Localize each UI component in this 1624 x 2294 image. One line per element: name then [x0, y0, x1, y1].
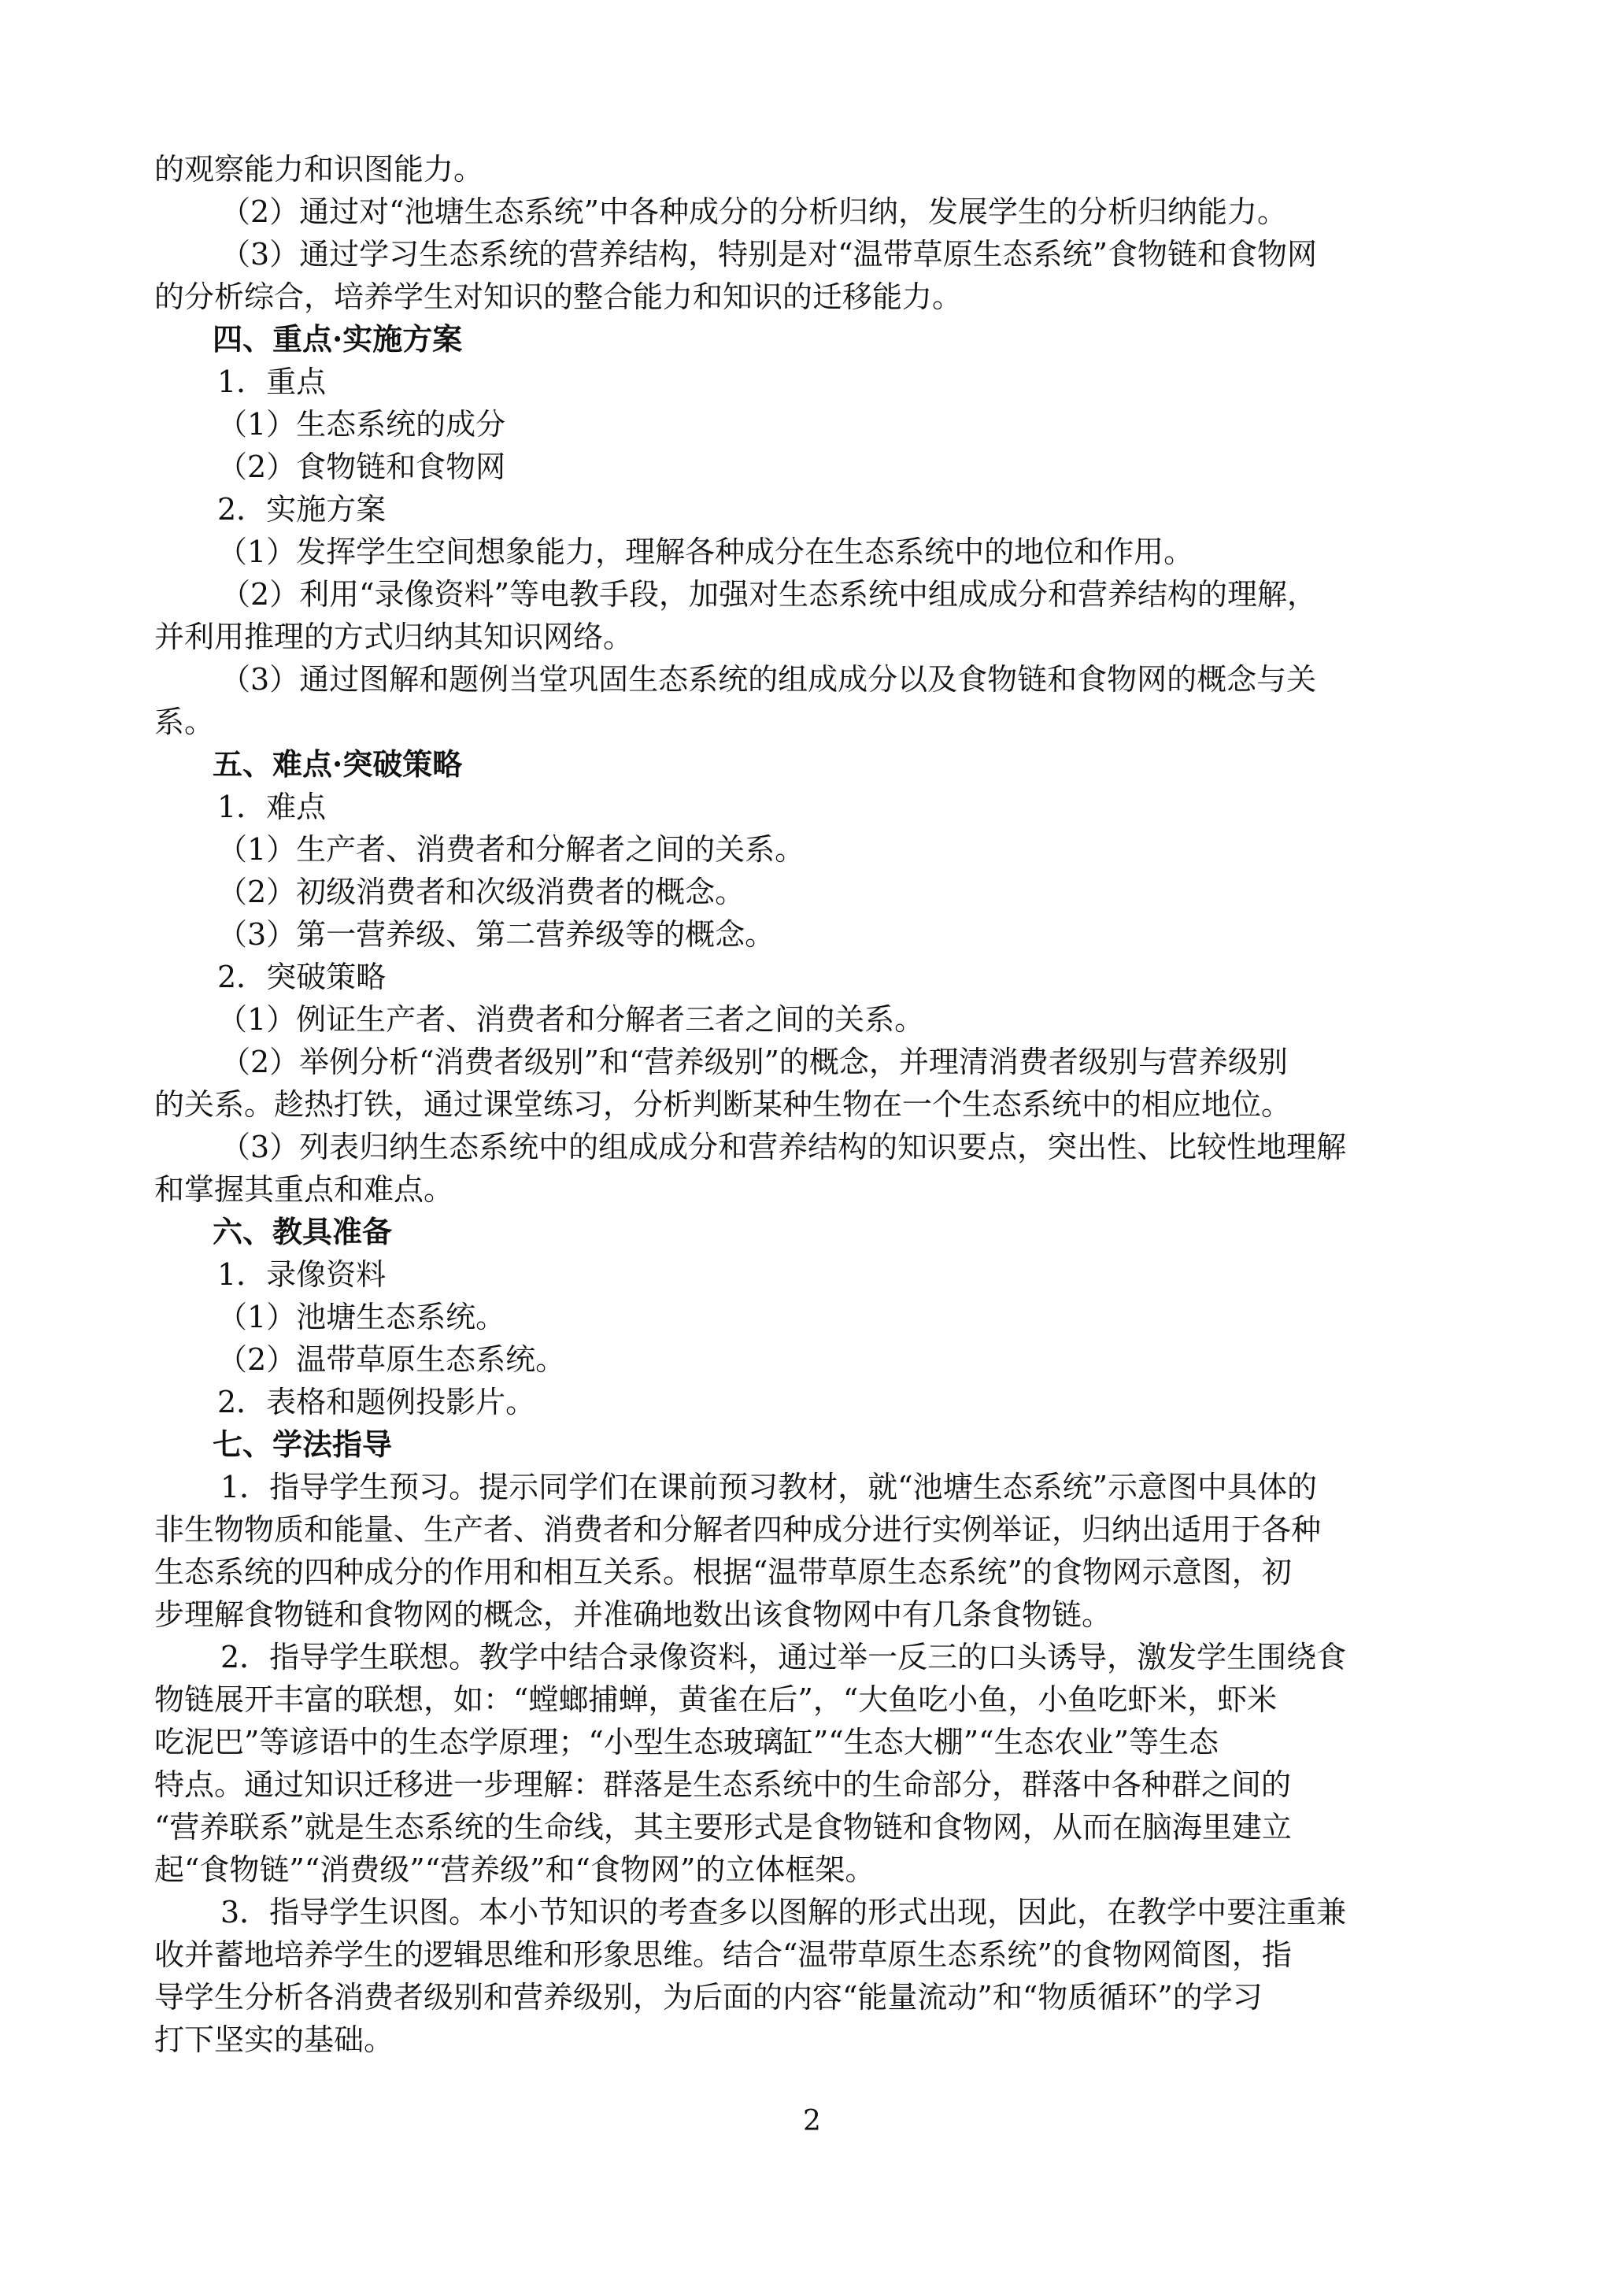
text-line: 吃泥巴”等谚语中的生态学原理；“小型生态玻璃缸”“生态大棚”“生态农业”等生态 — [154, 1725, 1219, 1759]
text-line: “营养联系”就是生态系统的生命线，其主要形式是食物链和食物网，从而在脑海里建立 — [154, 1810, 1292, 1844]
text-line: 1．重点 — [217, 364, 327, 399]
text-line: 起“食物链”“消费级”“营养级”和“食物网”的立体框架。 — [154, 1852, 875, 1887]
text-line: （2）食物链和食物网 — [217, 450, 506, 484]
text-line: 的观察能力和识图能力。 — [154, 152, 484, 187]
section-heading: 六、教具准备 — [213, 1214, 393, 1249]
text-line: 2．突破策略 — [217, 960, 387, 994]
text-line: 并利用推理的方式归纳其知识网络。 — [154, 620, 634, 654]
section-heading: 四、重点·实施方案 — [213, 321, 463, 357]
text-line: 物链展开丰富的联想，如：“螳螂捕蝉，黄雀在后”，“大鱼吃小鱼，小鱼吃虾米，虾米 — [154, 1682, 1278, 1717]
text-line: （1）生态系统的成分 — [217, 407, 506, 442]
document-body — [154, 148, 1469, 2061]
text-line: 打下坚实的基础。 — [154, 2022, 394, 2057]
text-line: 的分析综合，培养学生对知识的整合能力和知识的迁移能力。 — [154, 279, 963, 314]
text-line: （1）池塘生态系统。 — [217, 1300, 506, 1334]
text-line: 特点。通过知识迁移进一步理解：群落是生态系统中的生命部分，群落中各种群之间的 — [154, 1767, 1292, 1802]
text-line: （3）通过学习生态系统的营养结构，特别是对“温带草原生态系统”食物链和食物网 — [220, 237, 1318, 272]
text-line: （3）通过图解和题例当堂巩固生态系统的组成成分以及食物链和食物网的概念与关 — [220, 662, 1317, 697]
text-line: 1．录像资料 — [217, 1257, 387, 1292]
page-number: 2 — [803, 2105, 821, 2137]
text-line: 3．指导学生识图。本小节知识的考查多以图解的形式出现，因此，在教学中要注重兼 — [220, 1895, 1347, 1930]
text-line: （1）生产者、消费者和分解者之间的关系。 — [217, 832, 805, 867]
text-line: 导学生分析各消费者级别和营养级别，为后面的内容“能量流动”和“物质循环”的学习 — [154, 1980, 1263, 2015]
text-line: 1．难点 — [217, 790, 327, 824]
text-line: （2）初级消费者和次级消费者的概念。 — [217, 875, 745, 909]
text-line: 2．实施方案 — [217, 492, 387, 527]
text-line: （2）温带草原生态系统。 — [217, 1342, 566, 1377]
section-heading: 五、难点·突破策略 — [213, 746, 463, 782]
text-line: 2．指导学生联想。教学中结合录像资料，通过举一反三的口头诱导，激发学生围绕食 — [220, 1640, 1347, 1674]
text-line: （2）通过对“池塘生态系统”中各种成分的分析归纳，发展学生的分析归纳能力。 — [220, 194, 1288, 229]
text-line: （2）举例分析“消费者级别”和“营养级别”的概念，并理清消费者级别与营养级别 — [220, 1045, 1288, 1079]
text-line: 步理解食物链和食物网的概念，并准确地数出该食物网中有几条食物链。 — [154, 1597, 1112, 1632]
text-line: （1）例证生产者、消费者和分解者三者之间的关系。 — [217, 1002, 925, 1037]
text-line: 2．表格和题例投影片。 — [217, 1385, 536, 1419]
text-line: 的关系。趁热打铁，通过课堂练习，分析判断某种生物在一个生态系统中的相应地位。 — [154, 1087, 1292, 1122]
text-line: 1．指导学生预习。提示同学们在课前预习教材，就“池塘生态系统”示意图中具体的 — [220, 1470, 1318, 1504]
text-line: （3）列表归纳生态系统中的组成成分和营养结构的知识要点，突出性、比较性地理解 — [220, 1130, 1347, 1164]
text-line: 非生物物质和能量、生产者、消费者和分解者四种成分进行实例举证，归纳出适用于各种 — [154, 1512, 1322, 1547]
text-line: （1）发挥学生空间想象能力，理解各种成分在生态系统中的地位和作用。 — [217, 535, 1194, 569]
text-line: 和掌握其重点和难点。 — [154, 1172, 454, 1207]
text-line: 收并蓄地培养学生的逻辑思维和形象思维。结合“温带草原生态系统”的食物网简图，指 — [154, 1937, 1292, 1972]
text-line: 生态系统的四种成分的作用和相互关系。根据“温带草原生态系统”的食物网示意图，初 — [154, 1555, 1292, 1589]
section-heading: 七、学法指导 — [213, 1426, 393, 1462]
text-line: 系。 — [154, 705, 215, 739]
text-line: （3）第一营养级、第二营养级等的概念。 — [217, 917, 775, 952]
text-line: （2）利用“录像资料”等电教手段，加强对生态系统中组成成分和营养结构的理解， — [220, 577, 1318, 612]
